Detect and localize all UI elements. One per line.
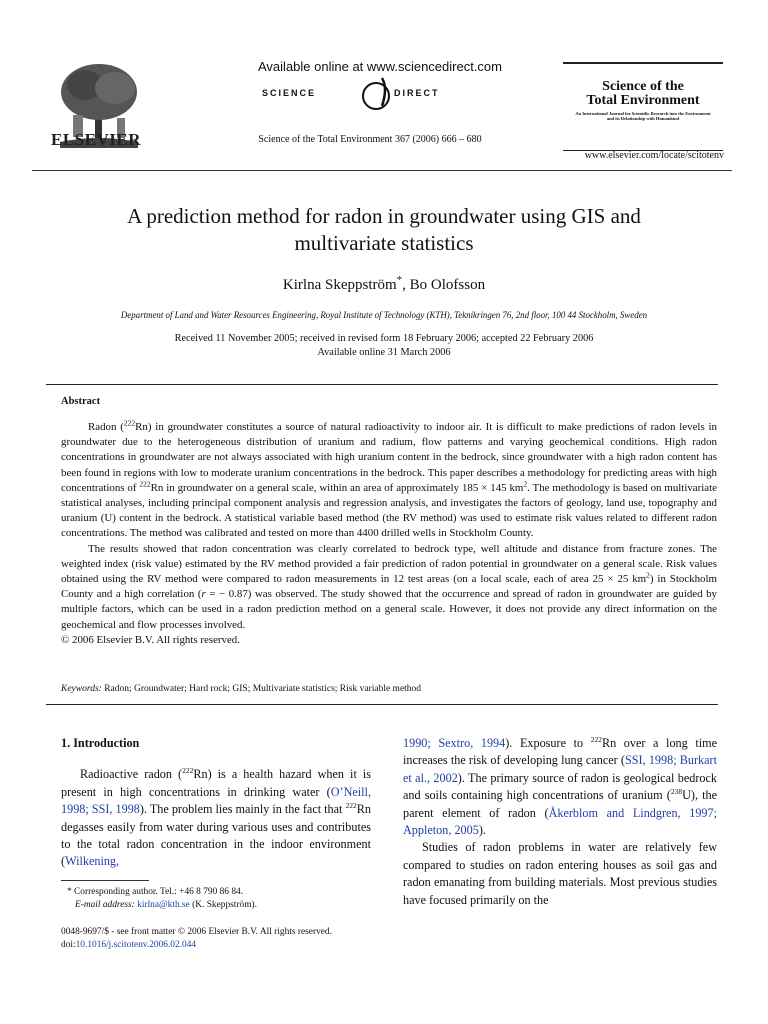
sciencedirect-logo xyxy=(258,76,498,116)
email-suffix: (K. Skeppström). xyxy=(189,900,257,910)
left-column xyxy=(61,735,371,871)
intro-paragraph-2: Studies of radon problems in water are relatively few compared to studies on radon entering houses as soil gas and radon emanating from building materials. Most previous studies have focused primarily on the xyxy=(403,840,717,907)
keywords xyxy=(61,684,717,694)
citation-link[interactable]: SSI, 1998; Burkart et al., 2002 xyxy=(403,753,717,785)
keywords-label: Keywords: xyxy=(61,684,102,694)
journal-subtitle: An International Journal for Scientific Research into the Environment and its Relationship with Humankind xyxy=(575,111,711,121)
journal-name-line2: Total Environment xyxy=(586,93,700,108)
sciencedirect-left: SCIENCE xyxy=(262,88,317,98)
right-column xyxy=(403,735,717,909)
corresponding-author-note: * Corresponding author. Tel.: +46 8 790 86 84. xyxy=(67,887,244,897)
citation-link[interactable]: Wilkening, xyxy=(65,854,120,869)
citation-link[interactable]: Åkerblom and Lindgren, 1997; Appleton, 2005 xyxy=(403,805,717,838)
abstract-top-rule xyxy=(46,384,718,385)
sciencedirect-d-icon xyxy=(358,76,394,112)
affiliation: Department of Land and Water Resources Engineering, Royal Institute of Technology (KTH), Teknikringen 76, 2nd floor, 100 44 Stockholm, Sweden xyxy=(120,310,648,320)
abstract-body xyxy=(61,420,717,648)
publisher-name: ELSEVIER xyxy=(51,130,141,149)
citation-link[interactable]: O’Neill, 1998; SSI, 1998 xyxy=(61,784,371,817)
email-link[interactable]: kirlna@kth.se xyxy=(137,900,190,910)
authors xyxy=(120,274,648,294)
intro-paragraph-1: Radioactive radon ($^{222}$Rn) is a health hazard when it is present in high concentrations in drinking water (O’Neill, 1998; SSI, 1998). The problem lies mainly in the fact that $^{222}$Rn degasses easily from water during various uses and contributes to the total radon concentration in the indoor environment (Wilkening, xyxy=(61,766,371,869)
doi-label: doi: xyxy=(61,940,76,950)
journal-name xyxy=(563,80,723,108)
available-date: Available online 31 March 2006 xyxy=(317,347,451,358)
issn-block xyxy=(61,926,421,952)
footnote-rule xyxy=(61,880,149,881)
footnote xyxy=(61,886,371,912)
abstract-paragraph-1: Radon ($^{222}$Rn) in groundwater constitutes a source of natural radioactivity to indoor air. It is difficult to make predictions of radon levels in groundwater due to the heterogeneous distribution of uranium and radium, flow patterns and varying geochemical conditions. High radon concentrations in groundwater are not always associated with high uranium content in the bedrock, since groundwater with a high radon content has been found in regions with low to moderate uranium concentrations in the bedrock. This paper describes a methodology for predicting areas with high concentrations of $^{222}$Rn in groundwater on a general scale, within an area of approximately 185 × 145 $km^2$. The methodology is based on multivariate statistical analyses, including principal component analysis and regression analysis, and investigates the factors of geology, land use, topography and uranium (U) content in the bedrock. A statistical variable based method (the RV method) was used to estimate risk values related to different radon concentrations. The method was calibrated and tested on more than 4400 drilled wells in Stockholm County. xyxy=(61,418,717,540)
header-divider xyxy=(32,170,732,171)
dates xyxy=(100,332,668,360)
journal-name-line1: Science of the xyxy=(602,79,684,94)
author-1[interactable]: Kirlna Skeppström xyxy=(282,277,397,293)
title-line1: A prediction method for radon in groundwater using GIS and xyxy=(127,204,641,228)
paper-title xyxy=(60,203,708,257)
title-line2: multivariate statistics xyxy=(294,231,474,255)
intro-paragraph-1-cont: 1990; Sextro, 1994). Exposure to $^{222}$Rn over a long time increases the risk of developing lung cancer (SSI, 1998; Burkart et al., 2002). The primary source of radon is geological bedrock and soils containing high concentrations of uranium ($^{238}$U), the parent element of radon (Åkerblom and Lindgren, 1997; Appleton, 2005). xyxy=(403,734,717,838)
email-label: E-mail address: xyxy=(75,900,135,910)
abstract-paragraph-2: The results showed that radon concentration was clearly correlated to bedrock type, well altitude and distance from fracture zones. The weighted index (risk value) estimated by the RV method provided a fair prediction of radon potential in groundwater on a general scale. Risk values obtained using the RV method were compared to radon measurements in 12 test areas (on a local scale, each of area 25 × 25 $km^2$) in Stockholm County and a high correlation (r = − 0.87) was observed. The study showed that the occurrence and spread of radon in groundwater are guided by multiple factors, which can be used in a radon prediction method on a general scale. However, it does not provide any direct information on the geochemical and flow processes involved. xyxy=(61,542,718,631)
sciencedirect-right: DIRECT xyxy=(394,88,440,98)
copyright: © 2006 Elsevier B.V. All rights reserved. xyxy=(61,633,240,646)
section-heading-introduction: 1. Introduction xyxy=(61,736,140,750)
doi-link[interactable]: 10.1016/j.scitotenv.2006.02.044 xyxy=(75,940,197,950)
author-2[interactable]: , Bo Olofsson xyxy=(402,277,486,293)
available-online-text[interactable]: Available online at www.sciencedirect.com xyxy=(258,59,502,74)
abstract-bottom-rule xyxy=(46,704,718,705)
abstract-heading: Abstract xyxy=(61,396,101,407)
issn-line: 0048-9697/$ - see front matter © 2006 Elsevier B.V. All rights reserved. xyxy=(61,927,332,937)
journal-citation: Science of the Total Environment 367 (2006) 666 – 680 xyxy=(258,134,482,145)
citation-link[interactable]: 1990; Sextro, 1994 xyxy=(403,736,506,750)
corresponding-mark[interactable]: * xyxy=(396,274,403,286)
received-dates: Received 11 November 2005; received in revised form 18 February 2006; accepted 22 February 2006 xyxy=(174,333,594,344)
journal-url[interactable]: www.elsevier.com/locate/scitotenv xyxy=(584,150,724,161)
keywords-list: Radon; Groundwater; Hard rock; GIS; Multivariate statistics; Risk variable method xyxy=(101,684,422,694)
